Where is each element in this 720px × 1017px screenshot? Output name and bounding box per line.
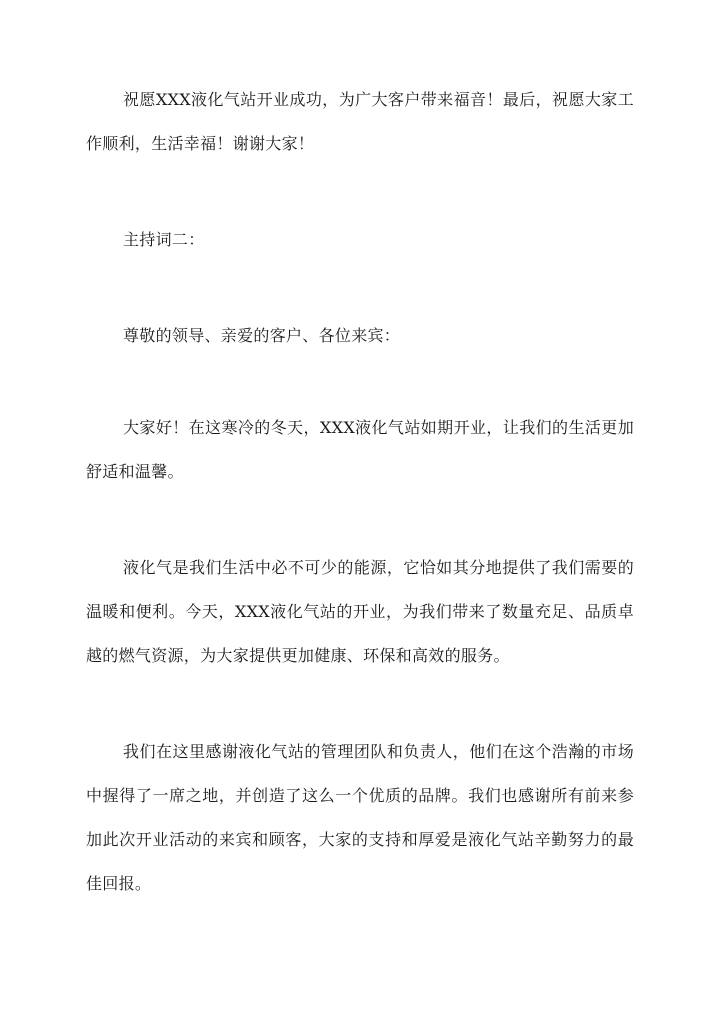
lpg-benefits-paragraph: 液化气是我们生活中必不可少的能源，它恰如其分地提供了我们需要的温暖和便利。今天，XXX液化气站的开业，为我们带来了数量充足、品质卓越的燃气资源，为大家提供更加健康、环保和高效的服务。 xyxy=(86,558,634,665)
salutation-paragraph: 尊敬的领导、亲爱的客户、各位来宾： xyxy=(123,326,401,345)
thanks-paragraph: 我们在这里感谢液化气站的管理团队和负责人，他们在这个浩瀚的市场中握得了一席之地，并创造了这么一个优质的品牌。我们也感谢所有前来参加此次开业活动的来宾和顾客，大家的支持和厚爱是液化气站辛勤努力的最佳回报。 xyxy=(86,742,634,893)
closing-wishes-paragraph: 祝愿XXX液化气站开业成功，为广大客户带来福音！最后，祝愿大家工作顺利，生活幸福！谢谢大家！ xyxy=(86,90,634,153)
greeting-paragraph: 大家好！在这寒冷的冬天，XXX液化气站如期开业，让我们的生活更加舒适和温馨。 xyxy=(86,418,634,481)
section-heading: 主持词二： xyxy=(123,230,205,249)
